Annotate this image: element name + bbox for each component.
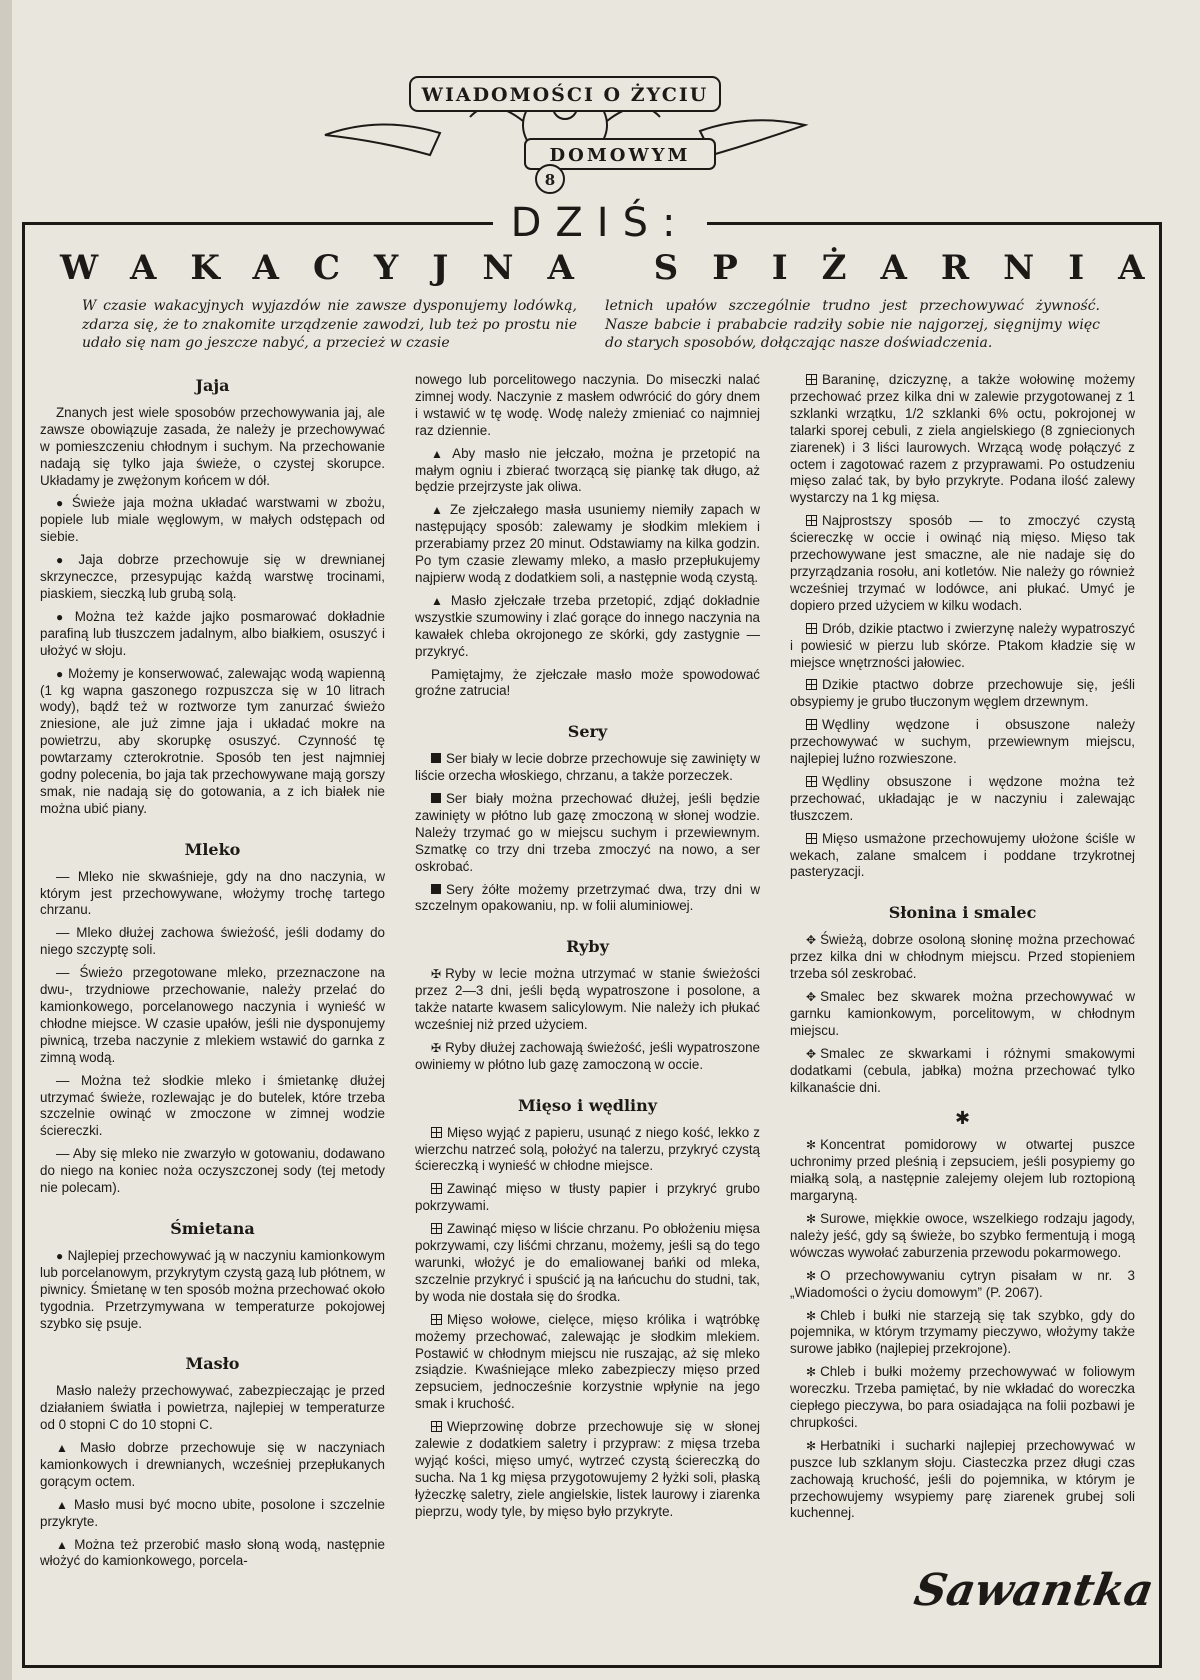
snowflake-icon: ✻: [806, 1365, 817, 1380]
paragraph: Wieprzowinę dobrze przechowuje się w słonej zalewie z dodatkiem saletry i przypraw: z mięsa trzeba wyjąć kości, mięso umyć, wytrzeć czystą ściereczką do sucha. Na 1 kg mięsa przygotowujemy 2 łyżki soli, płaską łyżeczkę saletry, ziele angielskie, listek laurowy i ziarenka pieprzu, wody tyle, by mięso było przykryte.: [415, 1419, 760, 1519]
paragraph: — Mleko nie skwaśnieje, gdy na dno naczynia, w którym jest przechowywane, włożymy trochę tartego chrzanu.: [40, 868, 385, 918]
paragraph: ✠ Ryby dłużej zachowają świeżość, jeśli wypatroszone owiniemy w płótno lub gazę zamoczoną w occie.: [415, 1039, 760, 1072]
column-2: [415, 372, 760, 1527]
grid-square-icon: [431, 1127, 442, 1138]
grid-square-icon: [431, 1223, 442, 1234]
issue-number: 8: [544, 171, 556, 189]
paragraph: ✻ Surowe, miękkie owoce, wszelkiego rodzaju jagody, należy jeść, gdy są świeże, bo szybko fermentują i mogą wówczas wywołać zaburzenia przewodu pokarmowego.: [790, 1210, 1135, 1260]
paragraph: Znanych jest wiele sposobów przechowywania jaj, ale zawsze obowiązuje zasada, że należy je przechowywać w pomieszczeniu chłodnym i suchym. Na przechowanie nadają się tylko jaja świeże, o czystej skorupce. Układamy je zwężonym końcem w dół.: [40, 404, 385, 488]
paragraph: ▲ Ze zjełczałego masła usuniemy niemiły zapach w następujący sposób: zalewamy je słodkim mlekiem i przerabiamy przez 20 minut. Odstawiamy na kilka godzin. Po tym czasie zlewamy mleko, a masło przepłukujemy najpierw wodą z dodatkiem soli, a następnie wodą czystą.: [415, 502, 760, 585]
paragraph: — Świeżo przegotowane mleko, przeznaczone na dwu-, trzydniowe przechowanie, należy przelać do kamionkowego, porcelanowego naczynia i wynieść w chłodne miejsce. W czasie upałów, jeśli nie dysponujemy piwnicą, trzeba naczynie z mlekiem wstawić do garnka z zimną wodą.: [40, 965, 385, 1065]
paragraph: ● Można też każde jajko posmarować dokładnie parafiną lub tłuszczem jadalnym, albo białkiem, osuszyć i ułożyć w słoju.: [40, 608, 386, 658]
triangle-icon: ▲: [431, 593, 447, 608]
page-edge: [0, 0, 12, 1680]
section-title-mieso: Mięso i wędliny: [517, 1095, 658, 1115]
snowflake-icon: ✻: [806, 1268, 817, 1283]
bullet-icon: ●: [56, 496, 68, 511]
grid-square-icon: [806, 776, 817, 787]
page-title: WAKACYJNA SPIŻARNIA: [60, 248, 1179, 288]
section-title-slonina: Słonina i smalec: [888, 903, 1037, 923]
snowflake-icon: ✻: [806, 1211, 817, 1226]
banner-ribbon-left: [325, 124, 440, 155]
column-1: [40, 372, 385, 1576]
intro-right: letnich upałów szczególnie trudno jest przechowywać żywność. Nasze babcie i prababcie radziły sobie nie najgorzej, sięgnijmy więc do starych sposobów, dołączając nasze doświadczenia.: [605, 298, 1100, 351]
paragraph: Mięso wyjąć z papieru, usunąć z niego kość, lekko z wierzchu natrzeć solą, położyć na talerzu, przykryć czystą ściereczką i wynieść w chłodne miejsce.: [415, 1124, 760, 1174]
paragraph: Zawinąć mięso w liście chrzanu. Po obłożeniu mięsa pokrzywami, czy liśćmi chrzanu, możemy, jeśli są do tego warunki, włożyć je do emaliowanej bańki od mleka, szczelnie przykryć i spuścić ją na łańcuchu do studni, tak, by woda nie dostała się do środka.: [415, 1221, 760, 1304]
cross-flower-icon: ✠: [431, 1040, 442, 1055]
paragraph: Mięso usmażone przechowujemy ułożone ściśle w wekach, zalane smalcem i poddane trzykrotnej pasteryzacji.: [790, 830, 1135, 880]
cross-flower-icon: ✠: [431, 967, 442, 982]
grid-square-icon: [806, 679, 817, 690]
top-banner-text: WIADOMOŚCI O ŻYCIU: [421, 84, 709, 106]
paragraph: Ser biały w lecie dobrze przechowuje się zawinięty w liście orzecha włoskiego, chrzanu, a także porzeczek.: [415, 751, 760, 784]
paragraph: nowego lub porcelitowego naczynia. Do miseczki nalać zimnej wody. Naczynie z masłem odwrócić do góry dnem i wstawić w tę wodę. Wodę należy zmieniać co najmniej raz dziennie.: [415, 372, 760, 438]
paragraph: ▲ Masło dobrze przechowuje się w naczyniach kamionkowych i drewnianych, wcześniej przepłukanych gorącym octem.: [40, 1440, 385, 1489]
paragraph: Wędliny wędzone i obsuszone należy przechowywać w suchym, przewiewnym miejscu, najlepiej luźno rozwieszone.: [790, 717, 1135, 767]
bottom-banner-text: DOMOWYM: [549, 145, 691, 166]
snowflake-icon: ✻: [806, 1438, 817, 1453]
section-separator-icon: ✱: [954, 1108, 971, 1129]
paragraph: ● Możemy je konserwować, zalewając wodą wapienną (1 kg wapna gaszonego rozpuszcza się w 10 litrach wody), bądź też w roztworze tym zanurzać świeżo zniesione, ale już zimne jaja i układać mokre na powietrzu, aby skorupkę osuszyć. Czynność tę powtarzamy czterokrotnie. Sposób ten jest najmniej godny polecenia, bo jaja tak przechowywane mają gorszy smak, nie nadają się do gotowania, a z ich białek nie można ubić piany.: [40, 665, 385, 816]
section-title-maslo: Masło: [185, 1354, 240, 1374]
triangle-icon: ▲: [56, 1497, 70, 1512]
paragraph: Sery żółte możemy przetrzymać dwa, trzy dni w szczelnym opakowaniu, np. w folii aluminiowej.: [415, 881, 760, 914]
author-signature: Sawantka: [910, 1565, 1158, 1616]
paragraph: Wędliny obsuszone i wędzone można też przechować, układając je w naczyniu i zalewając tłuszczem.: [790, 773, 1135, 823]
paragraph: Drób, dzikie ptactwo i zwierzynę należy wypatroszyć i powiesić w pierzu lub skórze. Ptakom kładzie się w miejsce wnętrzności jałowiec.: [790, 620, 1135, 670]
section-title-mleko: Mleko: [184, 839, 241, 859]
paragraph: ● Świeże jaja można układać warstwami w zbożu, popiele lub miale węglowym, w małych odstępach od siebie.: [40, 495, 385, 545]
paragraph: ✠ Ryby w lecie można utrzymać w stanie świeżości przez 2—3 dni, jeśli będą wypatroszone i posolone, a także natarte kwasem salicylowym. Nie należy ich płukać wcześniej niż przed użyciem.: [415, 966, 760, 1032]
grid-square-icon: [806, 374, 817, 385]
section-title-jaja: Jaja: [195, 376, 230, 395]
paragraph: ✻ O przechowywaniu cytryn pisałam w nr. 3 „Wiadomości o życiu domowym” (P. 2067).: [790, 1267, 1135, 1300]
paragraph: Najprostszy sposób — to zmoczyć czystą ściereczkę w occie i owinąć nią mięso. Mięso tak przechowywane jest smaczne, ale nie nadaje się do przyrządzania rosołu, ani kotletów. Nie należy go również wcześniej trzymać w lodówce, ani płukać. Umyć je dopiero przed użyciem w kilku wodach.: [790, 513, 1135, 613]
grid-square-icon: [806, 515, 817, 526]
triangle-icon: ▲: [431, 446, 449, 461]
paragraph: Zawinąć mięso w tłusty papier i przykryć grubo pokrzywami.: [415, 1181, 760, 1214]
paragraph: ✥ Smalec ze skwarkami i różnymi smakowymi dodatkami (cebula, jabłka) można przechować tylko kilkanaście dni.: [790, 1045, 1135, 1095]
paragraph: ▲ Masło musi być mocno ubite, posolone i szczelnie przykryte.: [40, 1496, 385, 1529]
bullet-icon: ●: [56, 553, 75, 568]
section-title-smietana: Śmietana: [170, 1218, 255, 1238]
square-icon: [431, 793, 441, 803]
section-title-ryby: Ryby: [566, 937, 609, 957]
asterisk-icon: ✥: [806, 1046, 817, 1061]
paragraph: Baraninę, dziczyznę, a także wołowinę możemy przechować przez kilka dni w zalewie przygotowanej z 1 szklanki wrzątku, 1/2 szklanki 6% octu, pokrojonej w talarki sporej cebuli, z ziela angielskiego (8 zgniecionych ziarenek) i 3 liści laurowych. Wrzącą wodę połączyć z octem i zagotować razem z przyprawami. Po ostudzeniu mięso zalać tak, by było przykryte. Podana ilość zalewy wystarczy na 1 kg mięsa.: [790, 372, 1135, 506]
triangle-icon: ▲: [431, 503, 446, 518]
section-title-sery: Sery: [567, 722, 608, 742]
paragraph: Pamiętajmy, że zjełczałe masło może spowodować groźne zatrucia!: [415, 666, 760, 699]
bullet-icon: ●: [56, 609, 71, 624]
square-icon: [431, 753, 441, 763]
grid-square-icon: [431, 1314, 442, 1325]
paragraph: ● Jaja dobrze przechowuje się w drewnianej skrzyneczce, przesypując każdą warstwę trocinami, piaskiem, sieczką lub grubą solą.: [40, 552, 386, 601]
grid-square-icon: [806, 719, 817, 730]
asterisk-icon: ✥: [806, 933, 817, 948]
grid-square-icon: [806, 623, 817, 634]
grid-square-icon: [806, 833, 817, 844]
snowflake-icon: ✻: [806, 1138, 817, 1153]
paragraph: — Można też słodkie mleko i śmietankę dłużej utrzymać świeże, rozlewając je do butelek, które trzeba szczelnie owinąć w zmoczone w zimnej wodzie ściereczki.: [40, 1072, 385, 1139]
paragraph: ▲ Aby masło nie jełczało, można je przetopić na małym ogniu i zbierać tworzącą się piankę tak długo, aż będzie przejrzyste jak oliwa.: [415, 445, 760, 495]
paragraph: — Mleko dłużej zachowa świeżość, jeśli dodamy do niego szczyptę soli.: [40, 925, 385, 958]
masthead-vignette: [320, 55, 810, 205]
triangle-icon: ▲: [56, 1537, 71, 1552]
paragraph: ▲ Masło zjełczałe trzeba przetopić, zdjąć dokładnie wszystkie szumowiny i zlać gorące do innego naczynia na kawałek chleba okrojonego ze skórki, gdy zastygnie — przykryć.: [415, 592, 760, 659]
bullet-icon: ●: [56, 1248, 64, 1263]
square-icon: [431, 884, 441, 894]
paragraph: Ser biały można przechować dłużej, jeśli będzie zawinięty w płótno lub gazę zmoczoną w słonej wodzie. Należy trzymać go w miejscu suchym i przewiewnym. Szmatkę co trzy dni trzeba zmoczyć na nowo, a ser oskrobać.: [415, 791, 760, 874]
today-heading: [0, 200, 1200, 246]
paragraph: Mięso wołowe, cielęce, mięso królika i wątróbkę możemy przechować, zalewając je słodkim mlekiem. Postawić w chłodnym miejscu nie ruszając, aż się mleko zsiądzie. Kwaśniejące mleko zabezpieczy mięso przed zepsuciem, jednocześnie korzystnie wpłynie na jego smak i kruchość.: [415, 1311, 760, 1412]
paragraph: ✻ Herbatniki i sucharki najlepiej przechowywać w puszce lub szklanym słoju. Ciasteczka przez długi czas zachowają kruchość, jeśli do pojemnika, w którym je przechowujemy wsypiemy parę ziarenek grubej soli kuchennej.: [790, 1437, 1135, 1521]
paragraph: ✻ Chleb i bułki nie starzeją się tak szybko, gdy do pojemnika, w którym trzymamy pieczywo, włożymy także surowe jabłko (najlepiej przekrojone).: [790, 1307, 1135, 1357]
bullet-icon: ●: [56, 666, 65, 681]
intro-left: W czasie wakacyjnych wyjazdów nie zawsze dysponujemy lodówką, zdarza się, że to znakomite urządzenie zawodzi, lub też po prostu nie udało się nam go jeszcze nabyć, a przecież w czasie: [82, 298, 577, 351]
asterisk-icon: ✥: [806, 990, 817, 1004]
paragraph: ✻ Chleb i bułki możemy przechowywać w foliowym woreczku. Trzeba pamiętać, by nie wkładać do woreczka ciepłego pieczywa, bo para osiadająca na folii pozbawi je chrupkości.: [790, 1364, 1135, 1430]
paragraph: Masło należy przechowywać, zabezpieczając je przed działaniem światła i powietrza, najlepiej w temperaturze od 0 stopni C do 10 stopni C.: [40, 1383, 385, 1433]
paragraph: ✥ Świeżą, dobrze osoloną słoninę można przechować przez kilka dni w chłodnym miejscu. Przed stopieniem trzeba sól zeskrobać.: [790, 932, 1135, 982]
paragraph: ● Najlepiej przechowywać ją w naczyniu kamionkowym lub porcelanowym, przykrytym czystą gazą lub płótnem, w piwnicy. Śmietanę w ten sposób można przechować około tygodnia. Przetrzymywana w temperaturze pokojowej szybko się psuje.: [40, 1247, 385, 1331]
grid-square-icon: [431, 1183, 442, 1194]
paragraph: Dzikie ptactwo dobrze przechowuje się, jeśli obsypiemy je grubo tłuczonym węglem drzewnym.: [790, 677, 1135, 710]
paragraph: ✥ Smalec bez skwarek można przechowywać w garnku kamionkowym, porcelitowym, w chłodnym miejscu.: [790, 989, 1135, 1038]
paragraph: — Aby się mleko nie zwarzyło w gotowaniu, dodawano do niego na koniec noża oczyszczonej sody (tej metody nie polecam).: [40, 1146, 385, 1196]
snowflake-icon: ✻: [806, 1308, 817, 1323]
today-label: DZIŚ:: [493, 200, 708, 246]
grid-square-icon: [431, 1421, 442, 1432]
paragraph: ▲ Można też przerobić masło słoną wodą, następnie włożyć do kamionkowego, porcela-: [40, 1536, 385, 1569]
paragraph: ✻ Koncentrat pomidorowy w otwartej puszce uchronimy przed pleśnią i zepsuciem, jeśli posypiemy go miałką solą, a następnie zalejemy olejem lub roztopioną margaryną.: [790, 1137, 1135, 1204]
triangle-icon: ▲: [56, 1441, 77, 1456]
column-3: [790, 372, 1135, 1528]
